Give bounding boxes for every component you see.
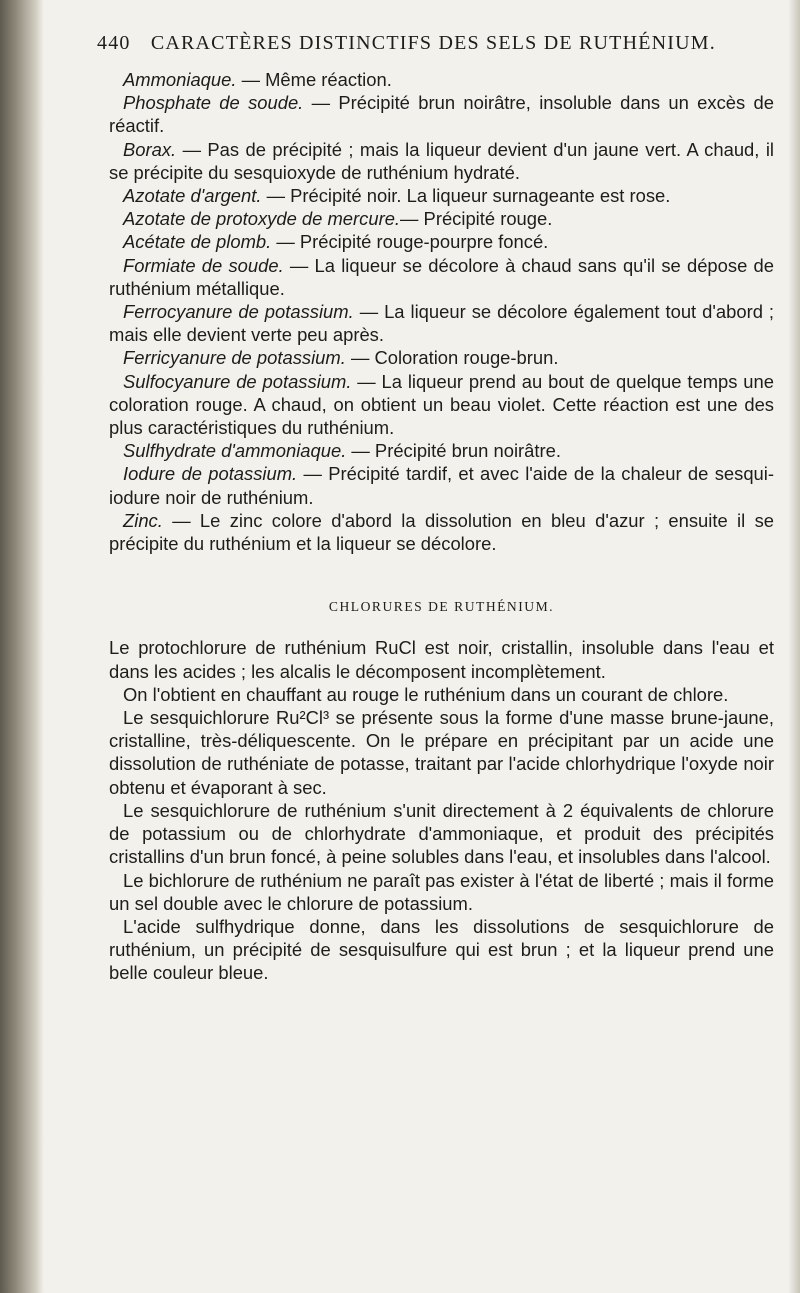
reaction-entry (109, 462, 774, 508)
reaction-entry (109, 184, 774, 207)
paragraph: Le sesquichlorure de ruthénium s'unit directement à 2 équivalents de chlorure de potassium ou de chlorhydrate d'ammoniaque, et produit des précipités cristallins d'un brun foncé, à peine solubles dans l'eau, et insolubles dans l'alcool. (109, 799, 774, 868)
page-edge-shadow (788, 0, 800, 1293)
paragraph: Le sesquichlorure Ru²Cl³ se présente sous la forme d'une masse brune-jaune, cristalline, très-déliquescente. On le prépare en précipitant par un acide une dissolution de ruthéniate de potasse, traitant par l'acide chlorhydrique l'oxyde noir obtenu et évaporant à sec. (109, 707, 774, 798)
reaction-text: — La liqueur se décolore également tout d'abord ; mais elle devient verte peu après. (109, 301, 775, 346)
reagent-name: Iodure de potassium. (123, 463, 298, 485)
reactions-list (109, 68, 774, 555)
page-body (109, 68, 774, 985)
reaction-entry (109, 509, 774, 555)
chlorides-section (109, 636, 774, 984)
reaction-text: — Pas de précipité ; mais la liqueur devient d'un jaune vert. A chaud, il se précipite du sesquioxyde de ruthénium hydraté. (109, 138, 774, 183)
reagent-name: Zinc. (123, 509, 163, 531)
reaction-entry (109, 68, 774, 91)
section-heading: CHLORURES DE RUTHÉNIUM. (328, 599, 555, 615)
reaction-entry (109, 346, 774, 369)
reaction-text: — Précipité noir. La liqueur surnageante est rose. (261, 185, 671, 207)
paragraph: Le bichlorure de ruthénium ne paraît pas exister à l'état de liberté ; mais il forme un sel double avec le chlorure de potassium. (109, 869, 774, 914)
running-header (97, 32, 767, 55)
reaction-text: — Le zinc colore d'abord la dissolution en bleu d'azur ; ensuite il se précipite du ruthénium et la liqueur se décolore. (109, 509, 774, 555)
reaction-text: — Précipité brun noirâtre. (346, 440, 561, 462)
reaction-text: — La liqueur se décolore à chaud sans qu'il se dépose de ruthénium métallique. (109, 254, 774, 299)
reagent-name: Formiate de soude. (123, 254, 284, 276)
reaction-entry (109, 300, 774, 346)
reagent-name: Ferrocyanure de potassium. (123, 301, 354, 323)
reaction-entry (109, 91, 774, 137)
reagent-name: Sulfocyanure de potassium. (123, 370, 352, 392)
page-number: 440 (97, 32, 131, 54)
reaction-text: — Précipité brun noirâtre, insoluble dans un excès de réactif. (109, 92, 774, 137)
reaction-text: — Précipité rouge-pourpre foncé. (271, 231, 549, 253)
reaction-entry (109, 230, 774, 253)
paragraph: On l'obtient en chauffant au rouge le ruthénium dans un courant de chlore. (123, 683, 729, 705)
reaction-entry (109, 207, 774, 230)
reaction-entry (109, 138, 774, 184)
reaction-entry (109, 439, 774, 462)
reagent-name: Phosphate de soude. (123, 92, 304, 114)
reaction-text: — Précipité tardif, et avec l'aide de la chaleur de sesqui-iodure noir de ruthénium. (109, 463, 774, 508)
reaction-text: — Même réaction. (236, 69, 392, 90)
paragraph: Le protochlorure de ruthénium RuCl est noir, cristallin, insoluble dans l'eau et dans les acides ; les alcalis le décomposent incomplètement. (109, 637, 774, 682)
reaction-entry (109, 254, 774, 300)
paragraph: L'acide sulfhydrique donne, dans les dissolutions de sesquichlorure de ruthénium, un précipité de sesquisulfure qui est brun ; et la liqueur prend une belle couleur bleue. (109, 915, 774, 984)
reaction-text: — La liqueur prend au bout de quelque temps une coloration rouge. A chaud, on obtient un beau violet. Cette réaction est une des plus caractéristiques du ruthénium. (109, 370, 774, 439)
reaction-text: — Coloration rouge-brun. (345, 347, 559, 369)
reagent-name: Azotate de protoxyde de mercure. (123, 208, 401, 230)
reagent-name: Acétate de plomb. (123, 231, 272, 253)
reagent-name: Azotate d'argent. (123, 185, 262, 207)
reagent-name: Borax. (123, 138, 177, 160)
reaction-entry (109, 370, 774, 440)
reagent-name: Ferricyanure de potassium. (123, 347, 346, 369)
reagent-name: Sulfhydrate d'ammoniaque. (123, 440, 347, 462)
page-binding-shadow (0, 0, 44, 1293)
reagent-name: Ammoniaque. (123, 69, 237, 90)
reaction-text: — Précipité rouge. (400, 208, 553, 230)
header-title: CARACTÈRES DISTINCTIFS DES SELS DE RUTHÉNIUM. (150, 32, 716, 54)
